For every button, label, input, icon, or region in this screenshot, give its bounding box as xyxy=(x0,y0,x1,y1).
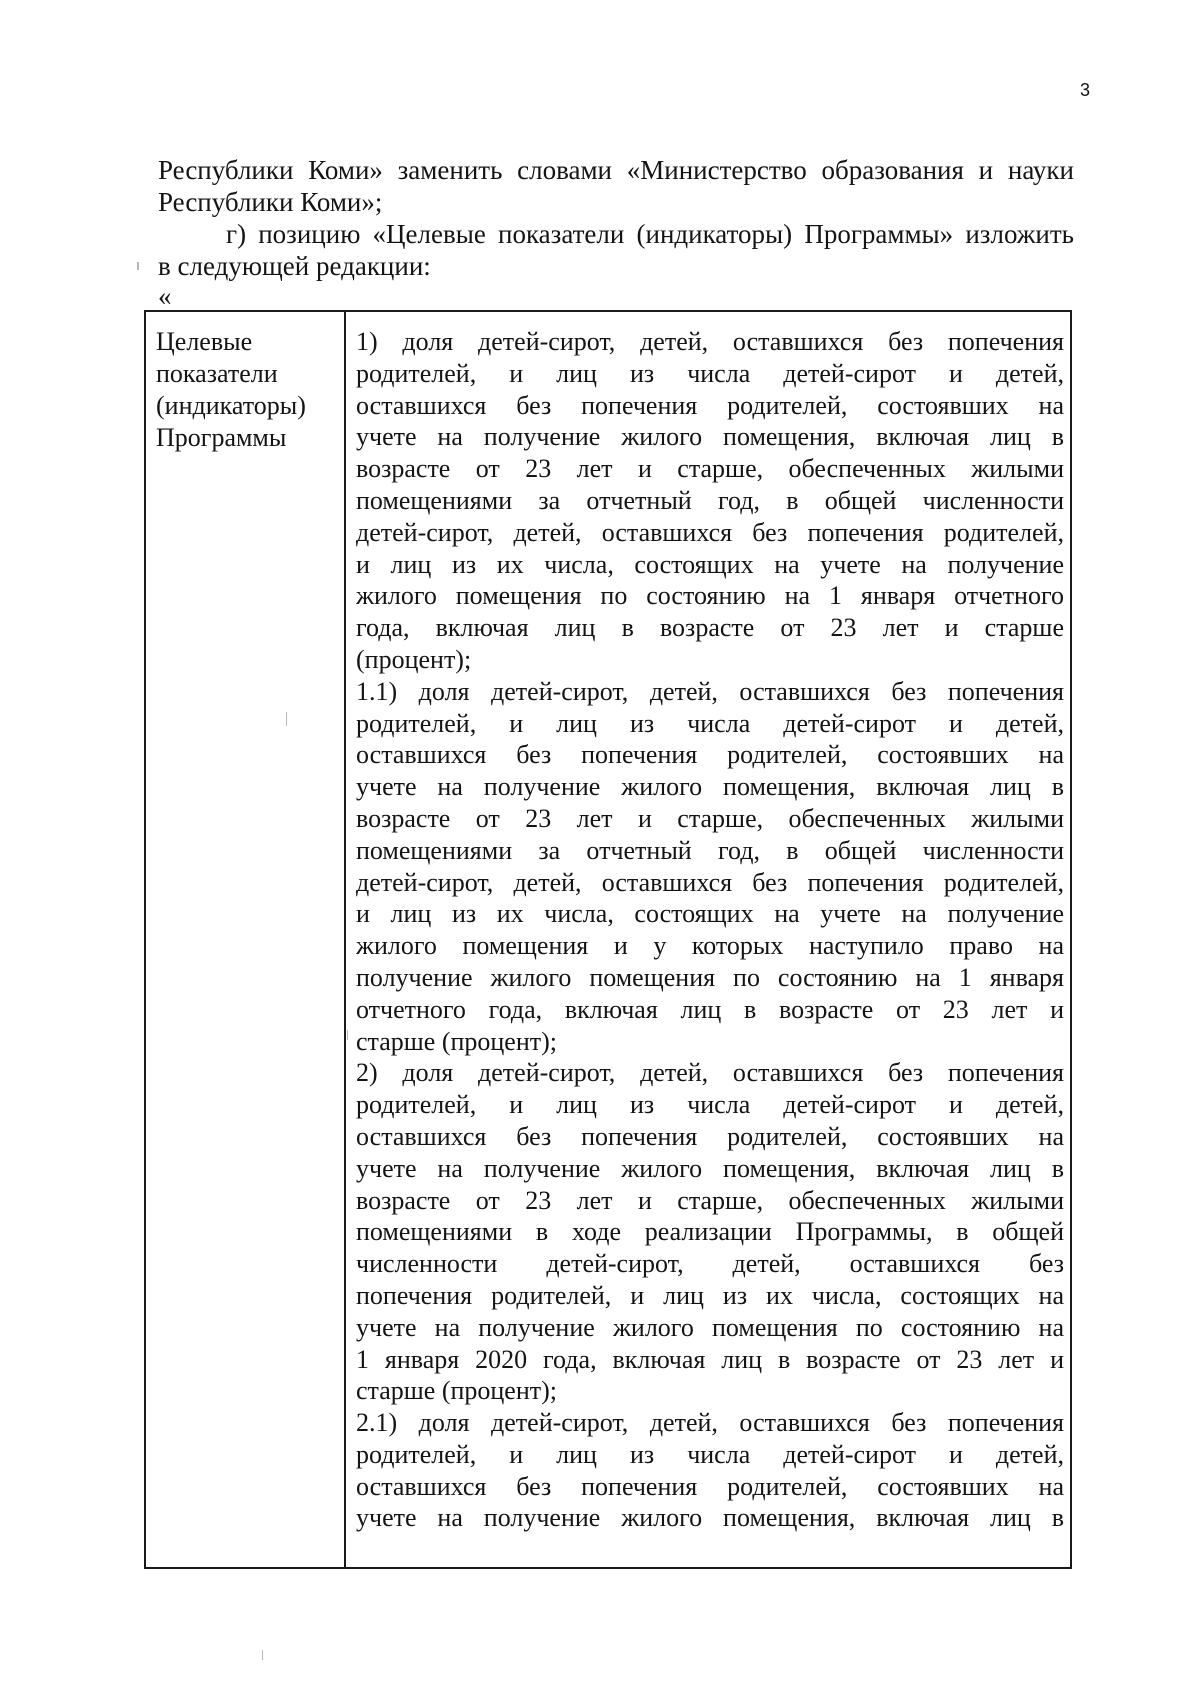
indicator-content-line: 2.1) доля детей-сирот, детей, оставшихся без попечения xyxy=(356,1408,1064,1438)
indicator-content-line: 1 января 2020 года, включая лиц в возрасте от 23 лет и xyxy=(356,1344,1064,1374)
indicator-content-line: оставшихся без попечения родителей, состоявших на xyxy=(356,740,1064,770)
indicator-content-line: помещениями за отчетный год, в общей численности xyxy=(356,835,1064,865)
indicator-content-line: численности детей-сирот, детей, оставшихся без xyxy=(356,1249,1064,1279)
indicator-content-line: родителей, и лиц из числа детей-сирот и детей, xyxy=(356,358,1064,388)
indicator-content-cell xyxy=(356,326,1064,1534)
indicator-content-line: 1) доля детей-сирот, детей, оставшихся без попечения xyxy=(356,327,1064,356)
indicator-content-line: 2) доля детей-сирот, детей, оставшихся без попечения xyxy=(356,1058,1064,1088)
indicator-content-line: 1.1) доля детей-сирот, детей, оставшихся без попечения xyxy=(356,676,1064,706)
indicator-content-line: оставшихся без попечения родителей, состоявших на xyxy=(356,390,1064,420)
indicator-content-line: родителей, и лиц из числа детей-сирот и детей, xyxy=(356,1090,1064,1120)
indicator-content-line: отчетного года, включая лиц в возрасте от 23 лет и xyxy=(356,994,1064,1024)
indicator-content-line: попечения родителей, и лиц из их числа, состоящих на xyxy=(356,1280,1064,1310)
indicator-content-line: учете на получение жилого помещения, включая лиц в xyxy=(356,1153,1064,1183)
indicator-content-line: оставшихся без попечения родителей, состоявших на xyxy=(356,1121,1064,1151)
indicator-content-line: жилого помещения и у которых наступило право на xyxy=(356,931,1064,961)
indicator-content-line: учете на получение жилого помещения по состоянию на xyxy=(356,1312,1064,1342)
indicator-content-line: и лиц из их числа, состоящих на учете на получение xyxy=(356,549,1064,579)
column-divider xyxy=(344,312,346,1567)
indicator-content-line: помещениями в ходе реализации Программы, в общей xyxy=(356,1217,1064,1247)
indicator-content-line: возрасте от 23 лет и старше, обеспеченных жилыми xyxy=(356,1185,1064,1215)
indicator-content-line: оставшихся без попечения родителей, состоявших на xyxy=(356,1471,1064,1501)
indicator-label-line: (индикаторы) xyxy=(156,391,306,420)
opening-quote: « xyxy=(158,281,172,311)
intro-line-3: г) позицию «Целевые показатели (индикаторы) Программы» изложить xyxy=(226,219,1074,249)
indicator-content-line: года, включая лиц в возрасте от 23 лет и старше xyxy=(356,613,1064,643)
indicator-content-line: жилого помещения по состоянию на 1 января отчетного xyxy=(356,581,1064,611)
indicator-label-line: показатели xyxy=(156,359,278,388)
indicator-content-line: учете на получение жилого помещения, включая лиц в xyxy=(356,422,1064,452)
indicator-content-line: детей-сирот, детей, оставшихся без попечения родителей, xyxy=(356,517,1064,547)
indicator-content-line: старше (процент); xyxy=(356,1026,558,1056)
indicator-content-line: учете на получение жилого помещения, включая лиц в xyxy=(356,1503,1064,1533)
indicator-content-line: помещениями за отчетный год, в общей численности xyxy=(356,485,1064,515)
indicator-content-line: родителей, и лиц из числа детей-сирот и детей, xyxy=(356,708,1064,738)
intro-line-1: Республики Коми» заменить словами «Министерство образования и науки xyxy=(158,155,1074,185)
indicator-content-line: старше (процент); xyxy=(356,1376,558,1406)
intro-line-2: Республики Коми»; xyxy=(158,187,383,217)
page-number: 3 xyxy=(1080,80,1091,100)
indicator-content-line: учете на получение жилого помещения, включая лиц в xyxy=(356,772,1064,802)
indicator-content-line: получение жилого помещения по состоянию на 1 января xyxy=(356,962,1064,992)
scan-speck xyxy=(262,1650,263,1660)
intro-line-4: в следующей редакции: xyxy=(158,251,431,281)
indicator-label-line: Целевые xyxy=(156,327,253,356)
indicator-label-cell xyxy=(156,326,336,454)
indicator-content-line: возрасте от 23 лет и старше, обеспеченных жилыми xyxy=(356,454,1064,484)
indicator-content-line: детей-сирот, детей, оставшихся без попечения родителей, xyxy=(356,867,1064,897)
indicator-content-line: (процент); xyxy=(356,644,472,674)
indicator-content-line: возрасте от 23 лет и старше, обеспеченных жилыми xyxy=(356,803,1064,833)
indicator-label-line: Программы xyxy=(156,423,287,452)
indicator-content-line: родителей, и лиц из числа детей-сирот и детей, xyxy=(356,1439,1064,1469)
indicator-content-line: и лиц из их числа, состоящих на учете на получение xyxy=(356,899,1064,929)
indicators-table xyxy=(144,310,1072,1569)
scan-speck xyxy=(137,262,139,270)
